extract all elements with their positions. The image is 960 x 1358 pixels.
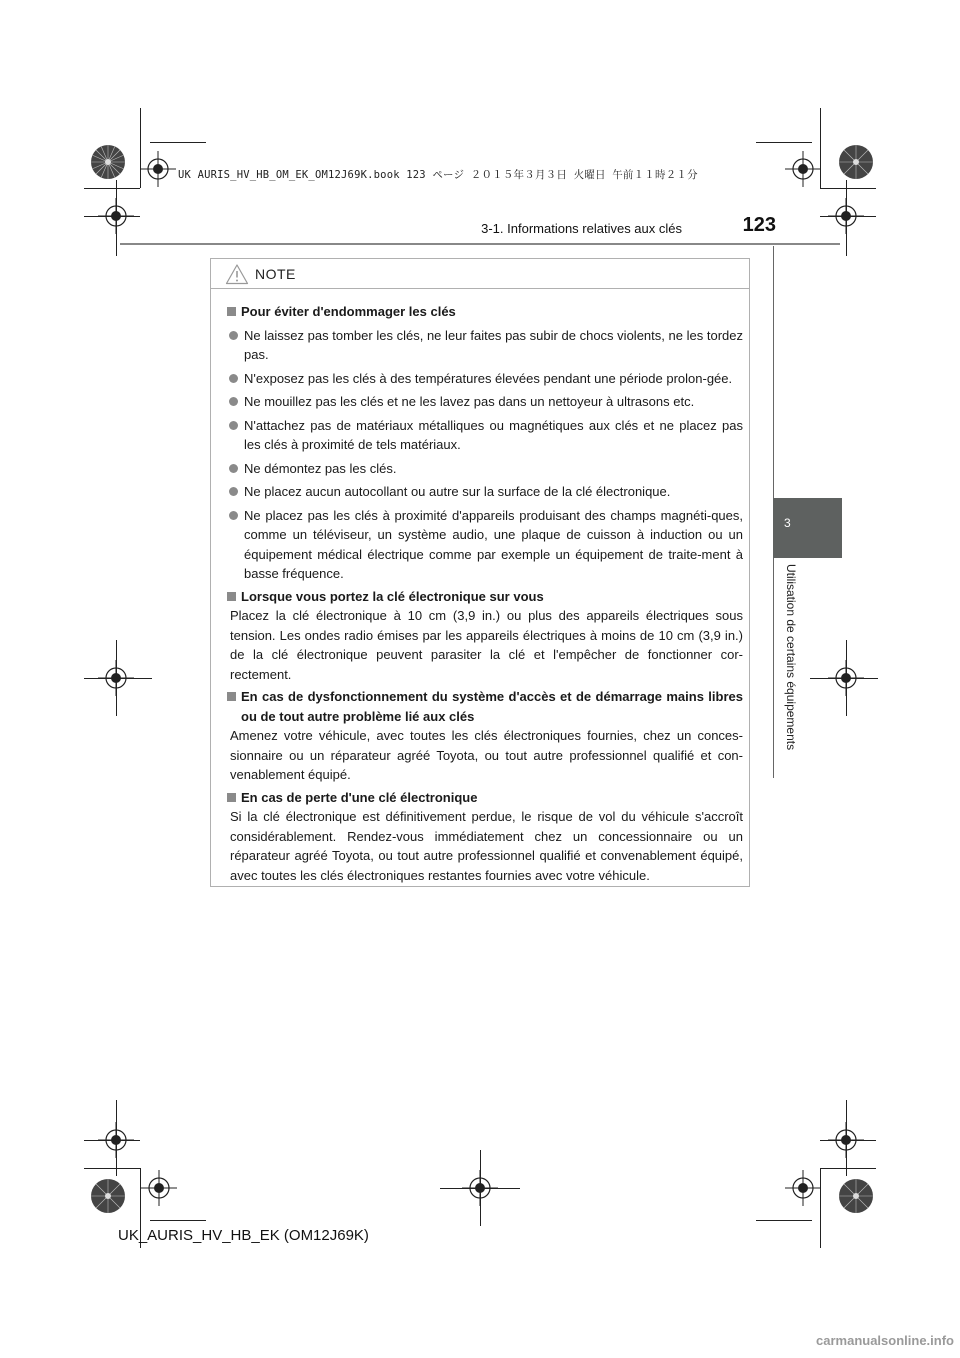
note-content <box>227 299 743 885</box>
header-rule <box>120 243 840 245</box>
warning-triangle-icon <box>225 263 249 285</box>
circle-bullet-icon <box>229 487 238 496</box>
circle-bullet-icon <box>229 397 238 406</box>
list-item: Ne placez pas les clés à proximité d'appareils produisant des champs magnéti-ques, comme un téléviseur, un système audio, une plaque de cuisson à induction ou un équipement médical électrique comme par exemple un équipement de traite-ment à basse fréquence. <box>227 506 743 584</box>
circle-bullet-icon <box>229 421 238 430</box>
note-box <box>210 258 750 887</box>
registration-rosette-icon <box>836 142 876 182</box>
watermark: carmanualsonline.info <box>816 1333 954 1348</box>
registration-rosette-icon <box>88 1176 128 1216</box>
paragraph: Amenez votre véhicule, avec toutes les clés électroniques fournies, chez un conces-sionnaire ou un réparateur agréé Toyota, ou tout autre professionnel qualifié et con-venablement équipé. <box>230 728 743 782</box>
list-item: N'attachez pas de matériaux métalliques ou magnétiques aux clés et ne placez pas les clés à proximité de tels matériaux. <box>227 416 743 455</box>
page-number: 123 <box>742 214 776 236</box>
paragraph: Si la clé électronique est définitivement perdue, le risque de vol du véhicule s'accroît considérablement. Rendez-vous immédiatement chez un concessionnaire ou un réparateur agréé Toyota, ou tout autre professionnel qualifié et convenablement équipé, avec toutes les clés électroniques restantes fournies avec votre véhicule. <box>230 809 743 883</box>
square-bullet-icon <box>227 592 236 601</box>
circle-bullet-icon <box>229 374 238 383</box>
crosshair-icon <box>141 1170 177 1206</box>
section-heading: En cas de perte d'une clé électronique <box>227 788 743 808</box>
circle-bullet-icon <box>229 464 238 473</box>
section-heading: Pour éviter d'endommager les clés <box>227 302 743 322</box>
square-bullet-icon <box>227 692 236 701</box>
registration-rosette-icon <box>88 142 128 182</box>
section-heading: Lorsque vous portez la clé électronique sur vous <box>227 587 743 607</box>
side-tab-number: 3 <box>784 516 791 530</box>
side-tab-label: Utilisation de certains équipements <box>784 564 798 751</box>
square-bullet-icon <box>227 793 236 802</box>
list-item: Ne placez aucun autocollant ou autre sur la surface de la clé électronique. <box>227 482 743 502</box>
footer-model-code: UK_AURIS_HV_HB_EK (OM12J69K) <box>118 1227 369 1244</box>
book-info-line: UK AURIS_HV_HB_OM_EK_OM12J69K.book 123 ページ ２０１５年３月３日 火曜日 午前１１時２１分 <box>178 169 698 181</box>
list-item: Ne mouillez pas les clés et ne les lavez pas dans un nettoyeur à ultrasons etc. <box>227 392 743 412</box>
list-item: Ne laissez pas tomber les clés, ne leur faites pas subir de chocs violents, ne les tordez pas. <box>227 326 743 365</box>
note-header <box>211 259 749 289</box>
crosshair-icon <box>785 1170 821 1206</box>
circle-bullet-icon <box>229 331 238 340</box>
crosshair-icon <box>785 151 821 187</box>
crosshair-icon <box>140 151 176 187</box>
list-item: N'exposez pas les clés à des températures élevées pendant une période prolon-gée. <box>227 369 743 389</box>
note-label: NOTE <box>255 266 296 282</box>
paragraph: Placez la clé électronique à 10 cm (3,9 in.) ou plus des appareils électriques sous tension. Les ondes radio émises par les appareils électriques à moins de 10 cm (3,9 in.) de la clé électronique peuvent parasiter la clé et l'empêcher de fonctionner cor-rectement. <box>230 608 743 682</box>
section-title: 3-1. Informations relatives aux clés <box>481 221 682 236</box>
circle-bullet-icon <box>229 511 238 520</box>
section-heading: En cas de dysfonctionnement du système d'accès et de démarrage mains libres ou de tout autre problème lié aux clés <box>227 687 743 726</box>
square-bullet-icon <box>227 307 236 316</box>
registration-rosette-icon <box>836 1176 876 1216</box>
list-item: Ne démontez pas les clés. <box>227 459 743 479</box>
